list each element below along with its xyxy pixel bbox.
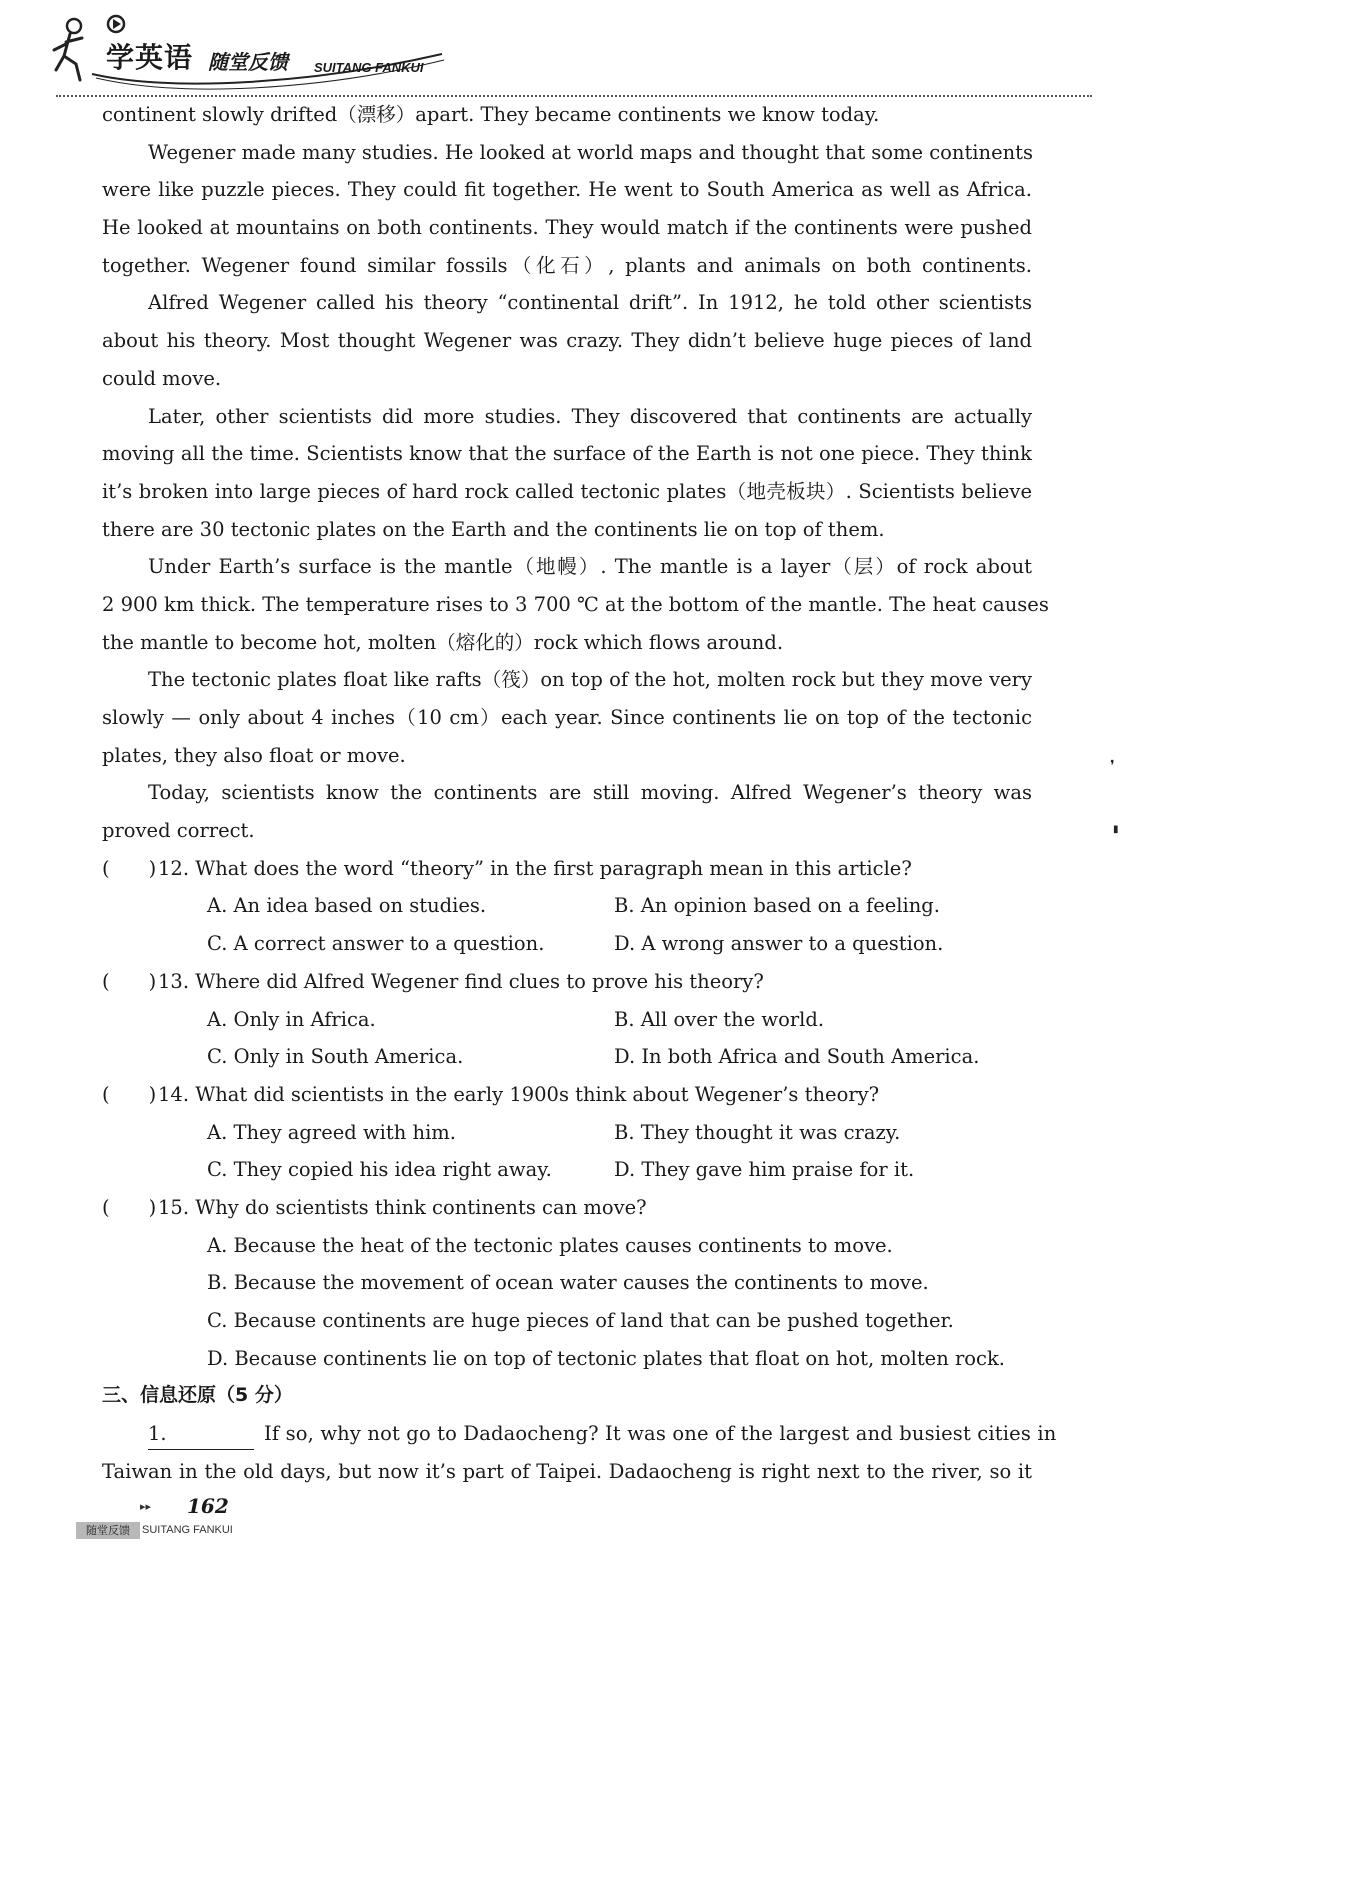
passage-line: continent slowly drifted（漂移）apart. They became continents we know today.: [102, 103, 880, 126]
question-13: [102, 963, 1032, 1001]
option-a: A. An idea based on studies.: [207, 894, 487, 918]
passage-line: Wegener made many studies. He looked at world maps and thought that some continents: [148, 140, 1034, 164]
passage-line: Later, other scientists did more studies. They discovered that continents are actually: [148, 404, 1032, 428]
option-a: A. They agreed with him.: [207, 1120, 456, 1144]
question-12: [102, 850, 1032, 888]
option-row: [102, 925, 1032, 963]
passage-line: Alfred Wegener called his theory “continental drift”. In 1912, he told other scientists: [148, 291, 1032, 315]
header-subtitle-en: SUITANG FANKUI: [314, 60, 424, 75]
option-b: B. An opinion based on a feeling.: [614, 894, 940, 918]
option-row: [102, 1340, 1032, 1378]
page-number: 162: [187, 1494, 229, 1518]
option-row: [102, 1114, 1032, 1152]
section3-text: If so, why not go to Dadaocheng? It was one of the largest and busiest cities in: [264, 1422, 1057, 1446]
question-stem: 14. What did scientists in the early 1900s think about Wegener’s theory?: [158, 1082, 880, 1106]
margin-mark: ❜: [1110, 758, 1115, 774]
option-c: C. They copied his idea right away.: [207, 1158, 552, 1182]
option-row: [102, 1001, 1032, 1039]
passage-line: Under Earth’s surface is the mantle（地幔）. The mantle is a layer（层）of rock about: [148, 555, 1032, 579]
passage-line: plates, they also float or move.: [102, 743, 406, 767]
footer-label: 随堂反馈: [76, 1522, 140, 1539]
option-b: B. They thought it was crazy.: [614, 1120, 901, 1144]
question-15: [102, 1189, 1032, 1227]
option-row: [102, 1038, 1032, 1076]
option-row: [102, 1227, 1032, 1265]
passage-line: moving all the time. Scientists know that the surface of the Earth is not one piece. They think: [102, 442, 1032, 466]
passage-line: there are 30 tectonic plates on the Earth and the continents lie on top of them.: [102, 517, 885, 541]
question-stem: 15. Why do scientists think continents can move?: [158, 1195, 647, 1219]
page-content: [102, 96, 1057, 1490]
option-c: C. A correct answer to a question.: [207, 932, 545, 956]
option-c: C. Because continents are huge pieces of land that can be pushed together.: [207, 1309, 954, 1332]
option-d: D. In both Africa and South America.: [614, 1045, 980, 1069]
header-title: 学英语: [106, 41, 194, 74]
passage-line: The tectonic plates float like rafts（筏）on top of the hot, molten rock but they move very: [148, 668, 1032, 692]
option-a: A. Because the heat of the tectonic plates causes continents to move.: [207, 1233, 893, 1257]
footer-label-en: SUITANG FANKUI: [142, 1524, 233, 1536]
option-d: D. A wrong answer to a question.: [614, 932, 944, 956]
option-b: B. All over the world.: [614, 1007, 825, 1031]
option-row: [102, 1151, 1032, 1189]
passage-line: together. Wegener found similar fossils（化石）, plants and animals on both continents.: [102, 253, 1032, 277]
option-d: D. Because continents lie on top of tectonic plates that float on hot, molten rock.: [207, 1346, 1005, 1370]
passage-line: about his theory. Most thought Wegener was crazy. They didn’t believe huge pieces of land: [102, 329, 1032, 353]
option-d: D. They gave him praise for it.: [614, 1158, 915, 1182]
question-14: [102, 1076, 1032, 1114]
answer-blank[interactable]: ( ): [102, 856, 157, 880]
section-heading: 三、信息还原（5 分）: [102, 1384, 293, 1407]
section3-line: Taiwan in the old days, but now it’s part of Taipei. Dadaocheng is right next to the river, so it: [102, 1459, 1032, 1483]
header-subtitle: 随堂反馈: [208, 50, 288, 74]
fill-blank[interactable]: [148, 1419, 254, 1450]
option-row: [102, 1264, 1032, 1302]
question-stem: 12. What does the word “theory” in the first paragraph mean in this article?: [158, 856, 912, 880]
margin-mark: ▮: [1113, 824, 1119, 835]
passage-line: it’s broken into large pieces of hard rock called tectonic plates（地壳板块）. Scientists believe: [102, 479, 1032, 503]
passage-line: the mantle to become hot, molten（熔化的）rock which flows around.: [102, 630, 784, 654]
passage-line: Today, scientists know the continents are still moving. Alfred Wegener’s theory was: [148, 781, 1032, 805]
passage-line: could move.: [102, 366, 222, 390]
passage-line: were like puzzle pieces. They could fit together. He went to South America as well as Africa.: [102, 178, 1032, 202]
passage-line: 2 900 km thick. The temperature rises to 3 700 ℃ at the bottom of the mantle. The heat causes: [102, 592, 1049, 616]
blank-number: 1.: [148, 1422, 167, 1446]
answer-blank[interactable]: ( ): [102, 1082, 157, 1106]
option-row: [102, 887, 1032, 925]
passage-line: He looked at mountains on both continents. They would match if the continents were pushed: [102, 216, 1032, 240]
answer-blank[interactable]: ( ): [102, 1195, 157, 1219]
section3-line: [102, 1415, 1057, 1453]
arrow-icon: ▸▸: [140, 1500, 152, 1513]
option-c: C. Only in South America.: [207, 1045, 464, 1069]
passage-line: proved correct.: [102, 819, 255, 843]
option-row: [102, 1302, 1032, 1340]
passage-line: slowly — only about 4 inches（10 cm）each year. Since continents lie on top of the tectonic: [102, 706, 1032, 729]
question-stem: 13. Where did Alfred Wegener find clues to prove his theory?: [158, 969, 764, 993]
answer-blank[interactable]: ( ): [102, 969, 157, 993]
option-b: B. Because the movement of ocean water causes the continents to move.: [207, 1271, 929, 1295]
footer: [76, 1494, 276, 1554]
option-a: A. Only in Africa.: [207, 1007, 376, 1031]
header-logo: [52, 14, 452, 94]
